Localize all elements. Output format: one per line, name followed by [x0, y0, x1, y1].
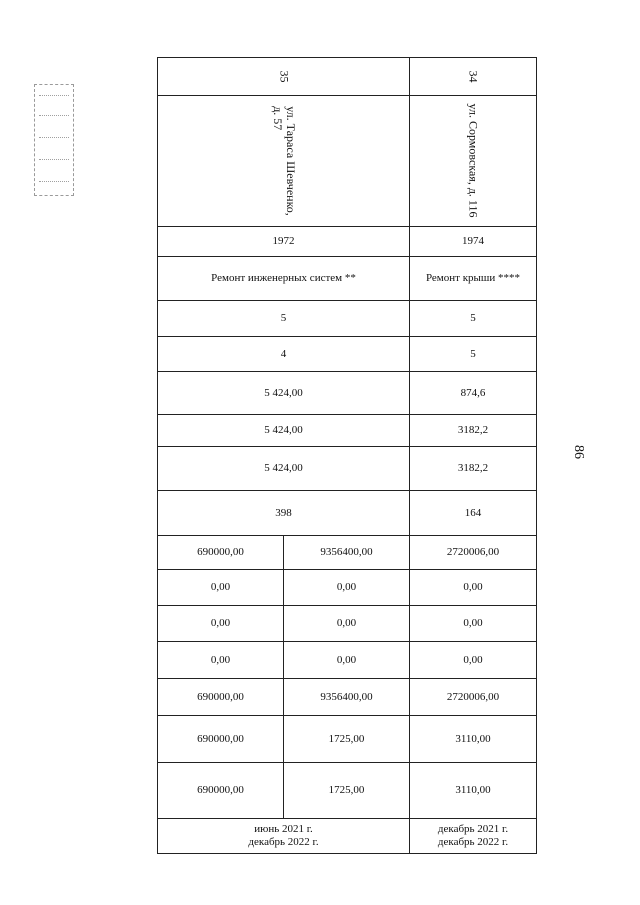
page-number: 86: [571, 445, 586, 459]
table-row: [158, 536, 537, 570]
table-cell: 0,00: [284, 642, 410, 679]
table-cell: 0,00: [158, 642, 284, 679]
table-cell: 874,6: [410, 372, 537, 415]
table-row: [158, 447, 537, 491]
table-cell: 5 424,00: [158, 415, 410, 447]
table-cell: 2720006,00: [410, 679, 537, 716]
table-row: [158, 570, 537, 606]
table-cell: 35: [158, 58, 410, 96]
table-cell: 2720006,00: [410, 536, 537, 570]
table-cell: 0,00: [284, 570, 410, 606]
table-row: [158, 642, 537, 679]
table-cell: 9356400,00: [284, 536, 410, 570]
table-cell: 34: [410, 58, 537, 96]
table-cell: 5: [158, 301, 410, 337]
table-cell: Ремонт крыши ****: [410, 257, 537, 301]
table-row: [158, 679, 537, 716]
period-cell: июнь 2021 г. декабрь 2022 г.: [158, 819, 410, 854]
table-row: [158, 301, 537, 337]
table-row: [158, 819, 537, 854]
table-cell: 0,00: [284, 606, 410, 642]
table-cell: 164: [410, 491, 537, 536]
table-cell: 1972: [158, 227, 410, 257]
table-cell: 690000,00: [158, 763, 284, 819]
table-cell: 3182,2: [410, 415, 537, 447]
table-cell: 3182,2: [410, 447, 537, 491]
table-row: [158, 415, 537, 447]
address-cell: ул. Тараса Шевченко, д. 57: [158, 96, 410, 227]
table-cell: 0,00: [158, 570, 284, 606]
table-row: [158, 58, 537, 96]
table-cell: 0,00: [410, 606, 537, 642]
object-register-table: [157, 57, 537, 854]
table-cell: 690000,00: [158, 716, 284, 763]
table-cell: 0,00: [410, 570, 537, 606]
table-cell: 5 424,00: [158, 372, 410, 415]
table-cell: 0,00: [410, 642, 537, 679]
table-row: [158, 606, 537, 642]
table-cell: 3110,00: [410, 763, 537, 819]
table-row: [158, 763, 537, 819]
table-row: [158, 227, 537, 257]
table-cell: 3110,00: [410, 716, 537, 763]
address-cell: ул. Сормовская, д. 116: [410, 96, 537, 227]
table-cell: 4: [158, 337, 410, 372]
table-cell: 690000,00: [158, 536, 284, 570]
registration-stamp: [34, 84, 74, 196]
table-cell: 690000,00: [158, 679, 284, 716]
table-row: [158, 716, 537, 763]
table-row: [158, 491, 537, 536]
table-cell: 5 424,00: [158, 447, 410, 491]
table-row: [158, 372, 537, 415]
table-row: [158, 257, 537, 301]
table-cell: 0,00: [158, 606, 284, 642]
table-cell: 398: [158, 491, 410, 536]
table-cell: Ремонт инженерных систем **: [158, 257, 410, 301]
table-cell: 1725,00: [284, 716, 410, 763]
table-row: [158, 96, 537, 227]
table-cell: 1974: [410, 227, 537, 257]
table-row: [158, 337, 537, 372]
table-cell: 9356400,00: [284, 679, 410, 716]
period-cell: декабрь 2021 г. декабрь 2022 г.: [410, 819, 537, 854]
table-cell: 5: [410, 301, 537, 337]
table-cell: 5: [410, 337, 537, 372]
table-cell: 1725,00: [284, 763, 410, 819]
